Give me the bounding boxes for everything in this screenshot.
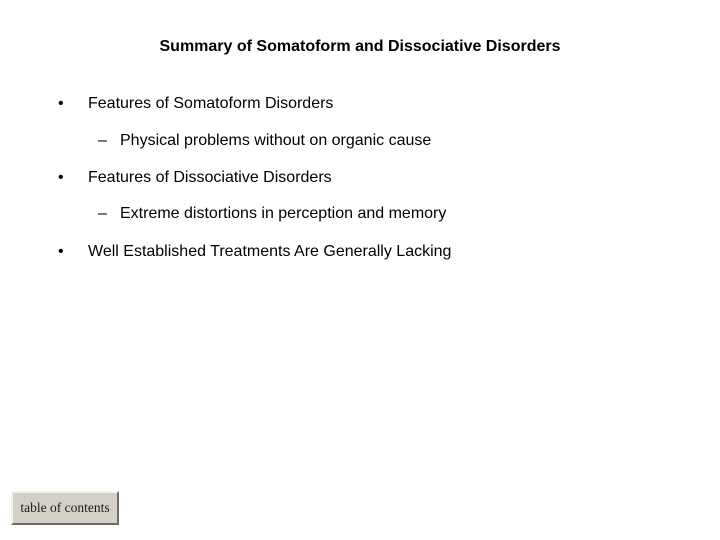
bullet-text: Features of Somatoform Disorders [88, 95, 334, 112]
sub-bullet-marker: – [98, 205, 107, 222]
sub-bullet-text: Extreme distortions in perception and memory [120, 205, 447, 222]
bullet-marker: • [58, 95, 64, 112]
bullet-text: Features of Dissociative Disorders [88, 169, 332, 186]
sub-bullet-text: Physical problems without on organic cause [120, 132, 432, 149]
table-of-contents-button[interactable]: table of contents [11, 491, 119, 525]
bullet-marker: • [58, 169, 64, 186]
bullet-marker: • [58, 243, 64, 260]
bullet-text: Well Established Treatments Are Generally Lacking [88, 243, 452, 260]
slide-title: Summary of Somatoform and Dissociative Disorders [159, 38, 561, 55]
sub-bullet-marker: – [98, 132, 107, 149]
